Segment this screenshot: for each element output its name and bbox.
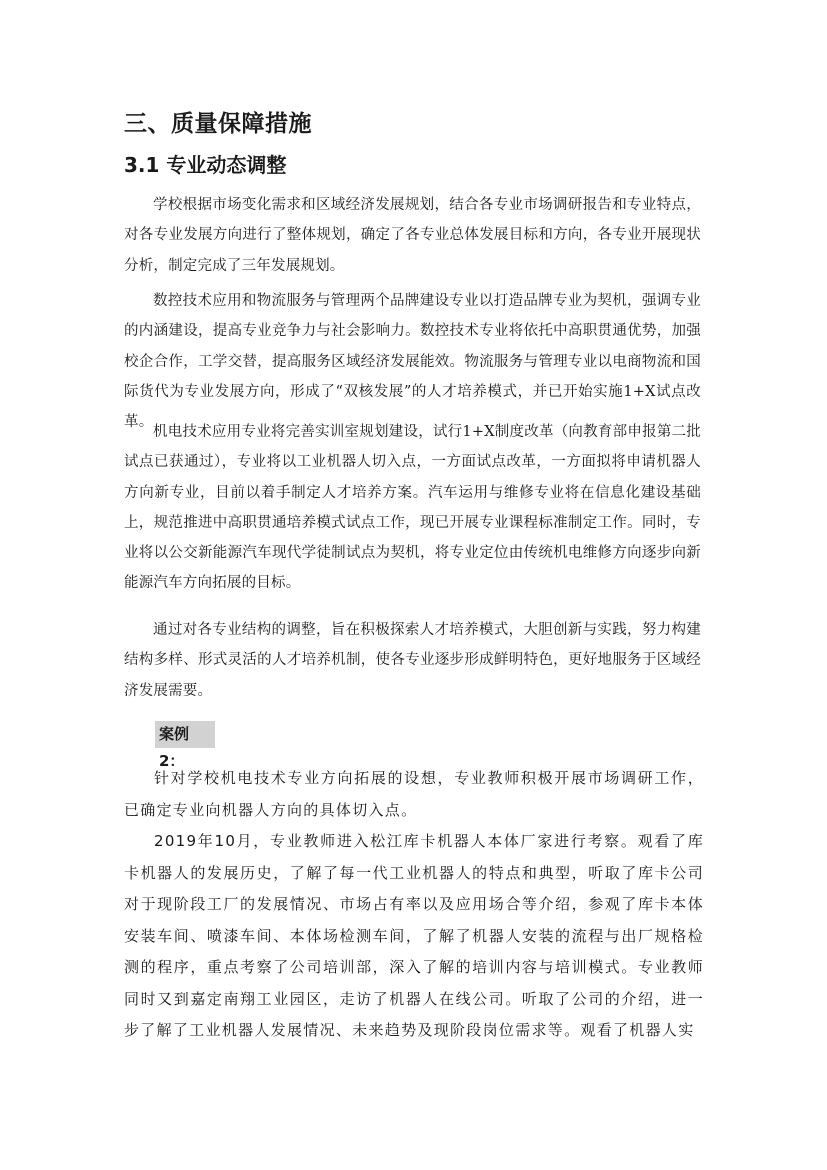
case-paragraph: 2019年10月，专业教师进入松江库卡机器人本体厂家进行考察。观看了库卡机器人的发展历史，了解了每一代工业机器人的特点和典型，听取了库卡公司对于现阶段工厂的发展情况、市场占有率以及应用场合等介绍，参观了库卡本体安装车间、喷漆车间、本体场检测车间，了解了机器人安装的流程与出厂规格检测的程序，重点考察了公司培训部，深入了解的培训内容与培训模式。专业教师同时又到嘉定南翔工业园区，走访了机器人在线公司。听取了公司的介绍，进一步了解了工业机器人发展情况、未来趋势及现阶段岗位需求等。观看了机器人实 xyxy=(124,832,704,1039)
case-label: 案例 2： xyxy=(155,721,215,748)
case-paragraph: 针对学校机电技术专业方向拓展的设想，专业教师积极开展市场调研工作，已确定专业向机器人方向的具体切入点。 xyxy=(124,769,704,819)
body-paragraph: 学校根据市场变化需求和区域经济发展规划，结合各专业市场调研报告和专业特点，对各专业发展方向进行了整体规划，确定了各专业总体发展目标和方向，各专业开展现状分析，制定完成了三年发展规划。 xyxy=(124,197,701,274)
body-paragraph: 通过对各专业结构的调整，旨在积极探索人才培养模式，大胆创新与实践，努力构建结构多样、形式灵活的人才培养机制，使各专业逐步形成鲜明特色，更好地服务于区域经济发展需要。 xyxy=(124,622,701,699)
body-paragraph: 机电技术应用专业将完善实训室规划建设，试行1+X制度改革（向教育部申报第二批试点已获通过），专业将以工业机器人切入点，一方面试点改革，一方面拟将申请机器人方向新专业，目前以着手制定人才培养方案。汽车运用与维修专业将在信息化建设基础上，规范推进中高职贯通培养模式试点工作，现已开展专业课程标准制定工作。同时，专业将以公交新能源汽车现代学徒制试点为契机，将专业定位由传统机电维修方向逐步向新能源汽车方向拓展的目标。 xyxy=(124,424,701,592)
subsection-title: 3.1 专业动态调整 xyxy=(124,153,287,177)
body-paragraph: 数控技术应用和物流服务与管理两个品牌建设专业以打造品牌专业为契机，强调专业的内涵建设，提高专业竞争力与社会影响力。数控技术专业将依托中高职贯通优势，加强校企合作，工学交替，提高服务区域经济发展能效。物流服务与管理专业以电商物流和国际货代为专业发展方向，形成了“双核发展”的人才培养模式，并已开始实施1+X试点改革。 xyxy=(124,293,701,431)
section-title: 三、质量保障措施 xyxy=(124,111,312,137)
